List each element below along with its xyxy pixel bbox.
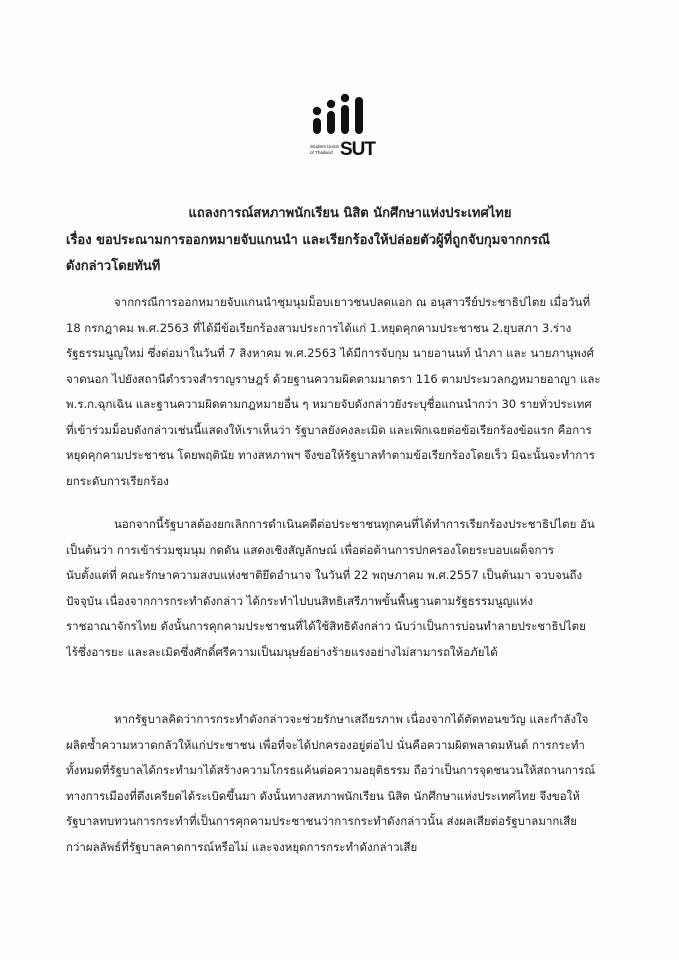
paragraph-line: ปัจจุบัน เนื่องจากการกระทำดังกล่าว ได้กระทำไปบนสิทธิเสรีภาพขั้นพื้นฐานตามรัฐธรรมนูญแห่ง [66, 593, 533, 608]
paragraph-line: ที่เข้าร่วมม็อบดังกล่าวเช่นนี้แสดงให้เราเห็นว่า รัฐบาลยังคงละเมิด และเพิกเฉยต่อข้อเรียกร้องข้อแรก คือการ [66, 422, 592, 437]
paragraph-line: เป็นต้นว่า การเข้าร่วมชุมนุม กดดัน แสดงเชิงสัญลักษณ์ เพื่อต่อต้านการปกครองโดยระบอบเผด็จการ [66, 542, 555, 557]
logo-bar-4 [355, 97, 363, 134]
paragraph-line: ไร้ซึ่งอารยะ และละเมิดซึ่งศักดิ์ศรีความเป็นมนุษย์อย่างร้ายแรงอย่างไม่สามารถให้อภัยได้ [66, 644, 498, 659]
logo-bar-1 [313, 118, 321, 134]
logo-tagline-2: of Thailand [310, 150, 333, 155]
paragraph-line: รัฐบาลทบทวนการกระทำที่เป็นการคุกคามประชาชนว่าการกระทำดังกล่าวนั้น ส่งผลเสียต่อรัฐบาลมากเสีย [66, 814, 578, 828]
paragraph-2 [66, 512, 621, 665]
paragraph-line: ยกระดับการเรียกร้อง [66, 473, 169, 488]
paragraph-line: รัฐธรรมนูญใหม่ ซึ่งต่อมาในวันที่ 7 สิงหาคม พ.ศ.2563 ได้มีการจับกุม นายอานนท์ นำภา และ นายภานุพงศ์ [66, 346, 594, 360]
paragraph-line: พ.ร.ก.ฉุกเฉิน และฐานความผิดตามกฎหมายอื่น ๆ หมายจับดังกล่าวยังระบุชื่อแกนนำกว่า 30 รายทั่วประเทศ [66, 397, 592, 411]
logo-bar-2 [327, 111, 335, 134]
logo-dot-3 [341, 94, 349, 102]
paragraph-line: ทั้งหมดที่รัฐบาลได้กระทำมาได้สร้างความโกรธแค้นต่อความอยุติธรรม ถือว่าเป็นการจุดชนวนให้สถานการณ์ [66, 763, 596, 777]
logo-dot-2 [327, 100, 335, 108]
paragraph-line: นับตั้งแต่ที่ คณะรักษาความสงบแห่งชาติยึดอำนาจ ในวันที่ 22 พฤษภาคม พ.ศ.2557 เป็นต้นมา จวบจนถึง [66, 568, 583, 582]
paragraph-line: ผลิตซ้ำความหวาดกลัวให้แก่ประชาชน เพื่อที่จะได้ปกครองอยู่ต่อไป นั่นคือความผิดพลาดมหันต์ การกระทำ [66, 737, 585, 752]
paragraph-1 [66, 290, 621, 494]
paragraph-line: จาดนอก ไปยังสถานีตำรวจสำราญราษฎร์ ด้วยฐานความผิดตามมาตรา 116 ตามประมวลกฎหมายอาญา และ [66, 371, 601, 386]
statement-title: แถลงการณ์สหภาพนักเรียน นิสิต นักศึกษาแห่งประเทศไทย [188, 206, 512, 221]
logo-dot-1 [313, 107, 321, 115]
sut-logo [306, 92, 386, 168]
paragraph-3 [66, 707, 621, 860]
subject-line: ดังกล่าวโดยทันที [66, 259, 161, 274]
paragraph-line: ทางการเมืองที่ตึงเครียดได้ระเบิดขึ้นมา ดังนั้นทางสหภาพนักเรียน นิสิต นักศึกษาแห่งประเทศไทย จึงขอให้ [66, 788, 580, 803]
paragraph-line: ราชอาณาจักรไทย ดังนั้นการคุกคามประชาชนที่ได้ใช้สิทธิดังกล่าว นับว่าเป็นการบ่อนทำลายประชาธิปไตย [66, 619, 586, 633]
paragraph-line: หยุดคุกคามประชาชน โดยพฤตินัย ทางสหภาพฯ จึงขอให้รัฐบาลทำตามข้อเรียกร้องโดยเร็ว มิฉะนั้นจะทำการ [66, 448, 595, 462]
paragraph-line: หากรัฐบาลคิดว่าการกระทำดังกล่าวจะช่วยรักษาเสถียรภาพ เนื่องจากได้ตัดทอนขวัญ และกำลังใจ [114, 712, 589, 726]
paragraph-line: นอกจากนี้รัฐบาลต้องยกเลิกการดำเนินคดีต่อประชาชนทุกคนที่ได้ทำการเรียกร้องประชาธิปไตย อัน [114, 517, 595, 531]
sut-logo-mark [306, 92, 386, 168]
logo-wordmark: SUT [340, 139, 375, 160]
paragraph-line: กว่าผลลัพธ์ที่รัฐบาลคาดการณ์หรือไม่ และจงหยุดการกระทำดังกล่าวเสีย [66, 839, 418, 854]
logo-bar-3 [341, 105, 349, 134]
logo-tagline-1: Student Union [310, 144, 340, 149]
subject-heading [66, 228, 626, 280]
paragraph-line: จากกรณีการออกหมายจับแกนนำชุมนุมม็อบเยาวชนปลดแอก ณ อนุสาวรีย์ประชาธิปไตย เมื่อวันที่ [114, 295, 591, 309]
paragraph-line: 18 กรกฎาคม พ.ศ.2563 ที่ได้มีข้อเรียกร้องสามประการได้แก่ 1.หยุดคุกคามประชาชน 2.ยุบสภา 3.ร่าง [66, 320, 572, 335]
subject-line: เรื่อง ขอประณามการออกหมายจับแกนนำ และเรียกร้องให้ปล่อยตัวผู้ที่ถูกจับกุมจากกรณี [66, 233, 550, 248]
